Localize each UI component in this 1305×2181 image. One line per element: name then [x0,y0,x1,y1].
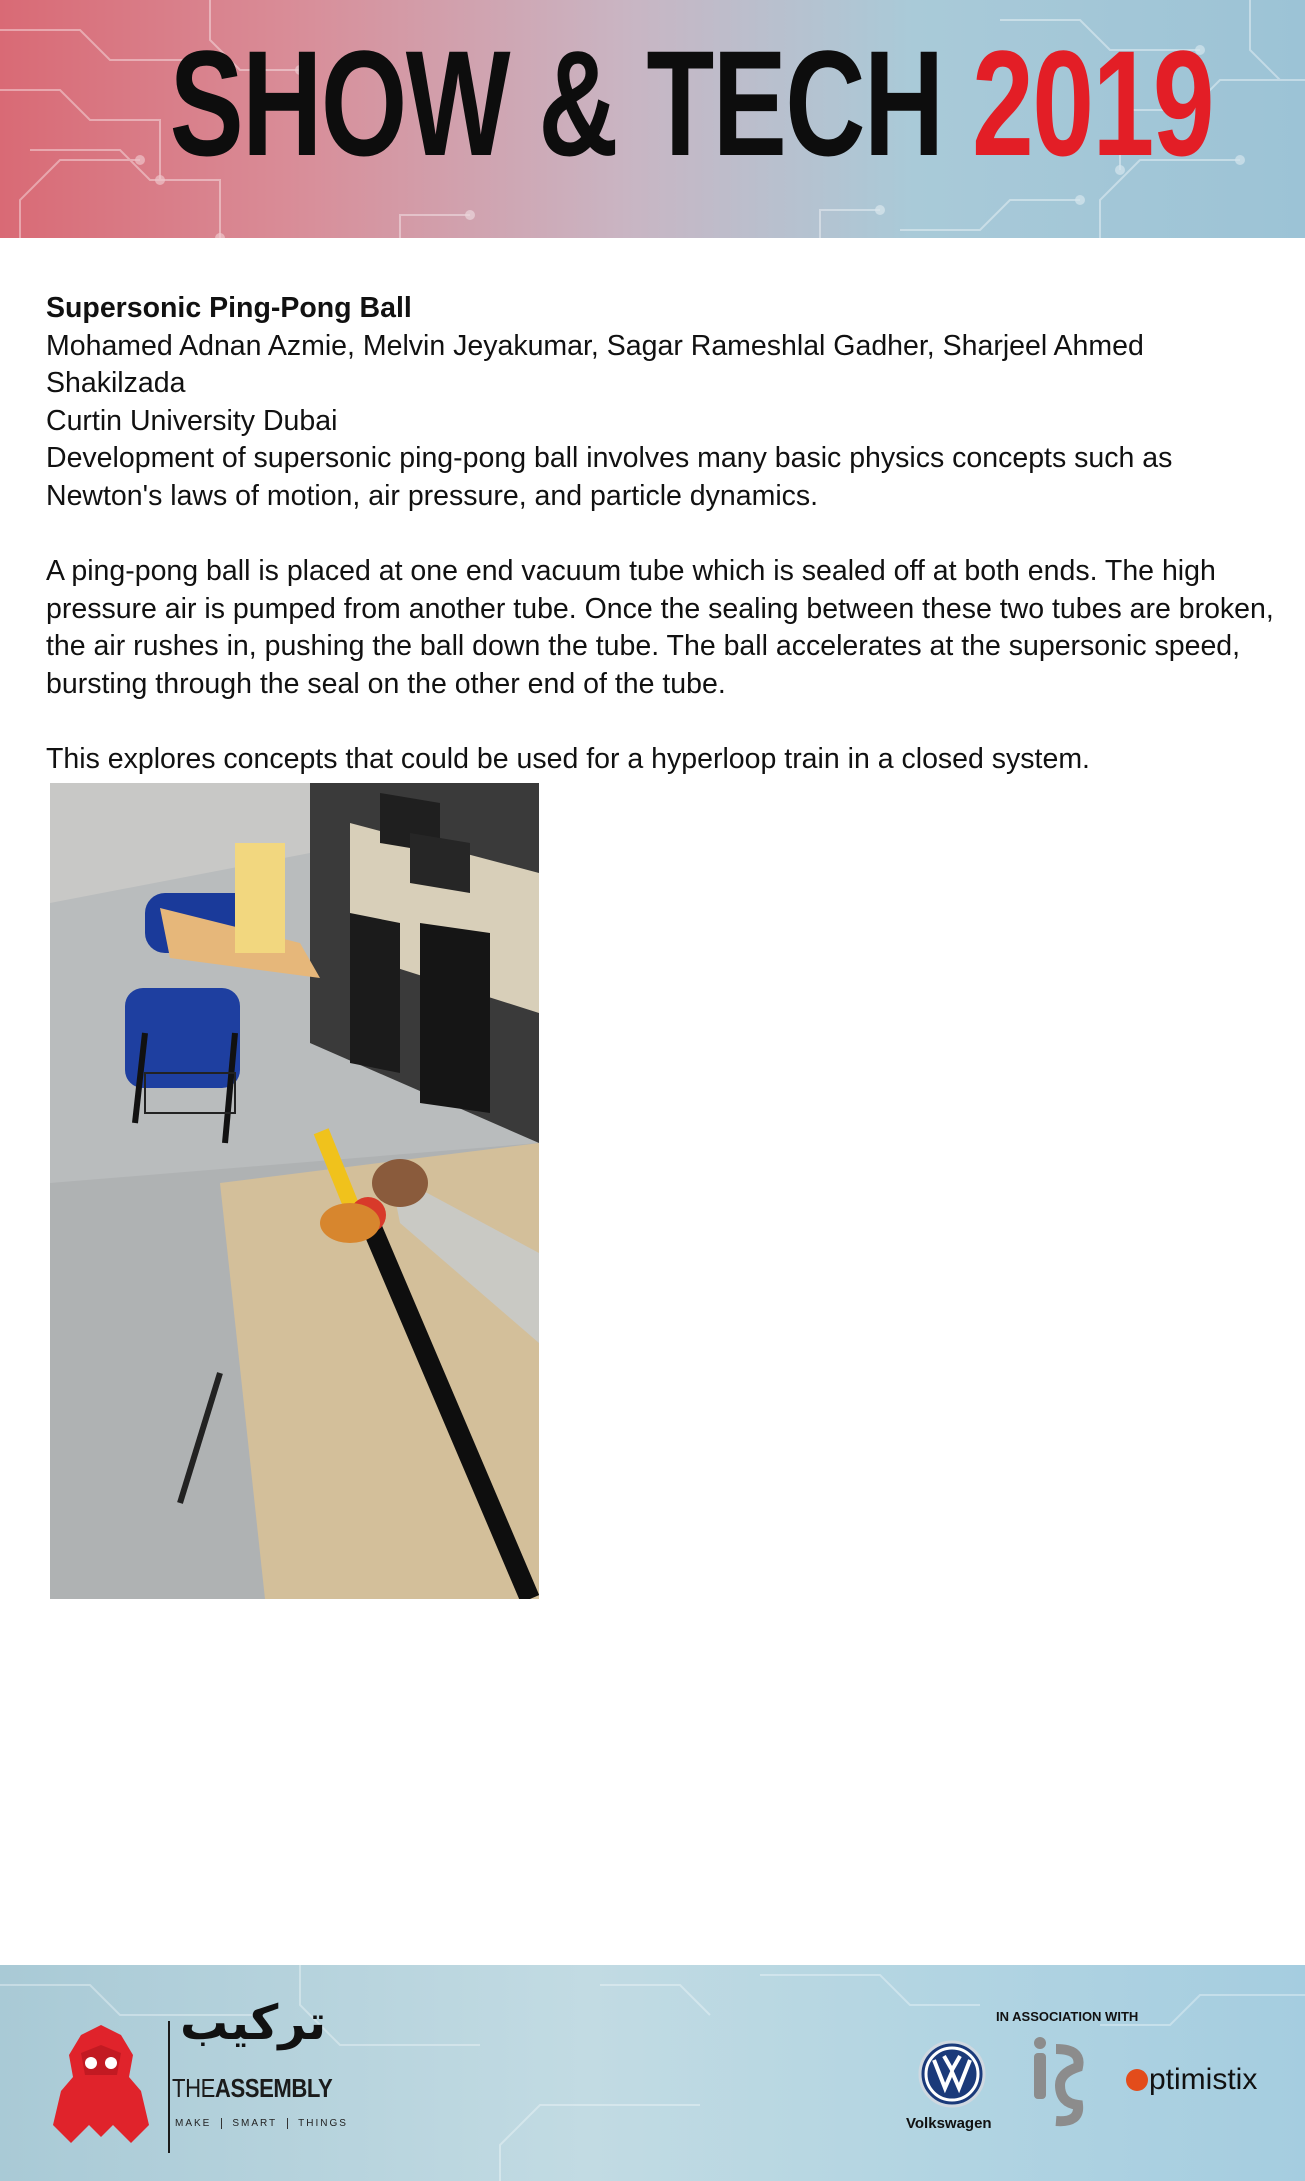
event-title [169,19,1214,187]
optimistix-name: ptimistix [1149,2063,1258,2096]
logo-divider [168,2021,170,2153]
footer-banner [0,1965,1305,2181]
assembly-name-bold: ASSEMBLY [214,2073,333,2103]
association-label: IN ASSOCIATION WITH [996,2009,1139,2024]
project-header [46,290,1286,440]
assembly-name [172,2073,332,2104]
optimistix-label [1126,2063,1257,2097]
optimistix-dot-icon [1126,2069,1148,2091]
assembly-tagline [175,2118,358,2129]
project-paragraph-2: A ping-pong ball is placed at one end vacuum tube which is sealed off at both ends. The high pressure air is pumped from another tube. Once the sealing between these two tubes are broken, the air rushes in, pushing the ball down the tube. The ball accelerates at the supersonic speed, bursting through the seal on the other end of the tube. [46,555,1274,700]
header-banner [0,0,1305,238]
event-title-year: 2019 [972,19,1214,187]
assembly-name-light: THE [172,2073,215,2103]
project-paragraph-3: This explores concepts that could be used for a hyperloop train in a closed system. [46,743,1090,775]
project-authors: Mohamed Adnan Azmie, Melvin Jeyakumar, Sagar Rameshlal Gadher, Sharjeel Ahmed Shakilzada [46,329,1144,399]
volkswagen-label: Volkswagen [906,2115,992,2132]
tagline-make: MAKE [175,2118,212,2129]
tagline-things: THINGS [287,2118,358,2129]
project-paragraph-1: Development of supersonic ping-pong ball involves many basic physics concepts such as Newton's laws of motion, air pressure, and particle dynamics. [46,442,1173,512]
assembly-arabic-name: تركيب [180,1995,327,2051]
volkswagen-logo-icon [918,2040,986,2108]
tagline-smart: SMART [221,2118,287,2129]
assembly-logo-icon [45,2025,157,2143]
event-title-main: SHOW & TECH [169,19,943,187]
project-title: Supersonic Ping-Pong Ball [46,292,412,324]
partner-logo-icon [1030,2035,1086,2127]
project-photo [50,783,539,1599]
project-institution: Curtin University Dubai [46,404,338,437]
